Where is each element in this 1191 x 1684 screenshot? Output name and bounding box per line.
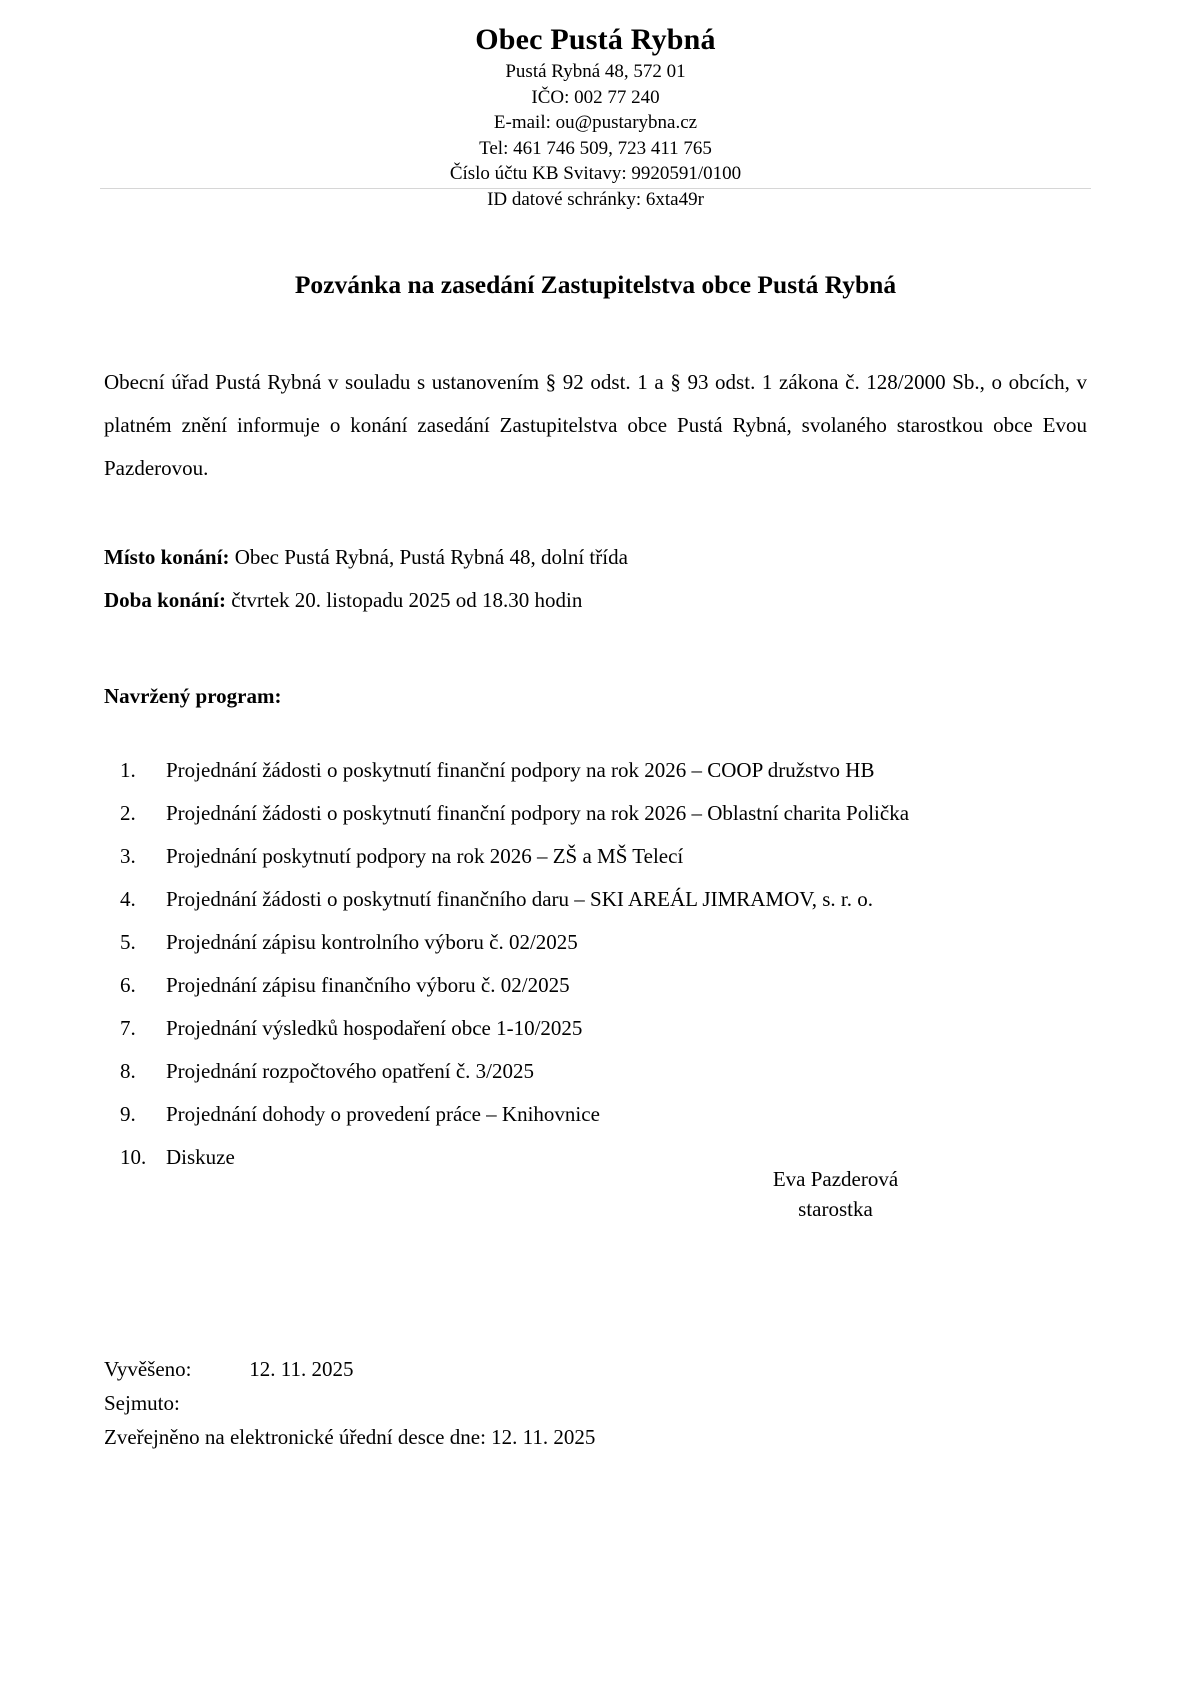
removed-label: Sejmuto: [104,1391,180,1416]
agenda-item-number: 7. [120,1015,136,1040]
meeting-time-value: čtvrtek 20. listopadu 2025 od 18.30 hodin [231,588,583,613]
agenda-item-text: Projednání výsledků hospodaření obce 1-10/2025 [166,1015,583,1040]
posted-label: Vyvěšeno: [104,1357,192,1381]
organization-phone: Tel: 461 746 509, 723 411 765 [479,137,712,159]
agenda-item-text: Projednání žádosti o poskytnutí finanční podpory na rok 2026 – Oblastní charita Polička [166,800,910,825]
agenda-item-number: 6. [120,972,136,997]
posted-row [104,1352,595,1386]
agenda-item-number: 1. [120,757,136,782]
signature-inner [773,1165,898,1225]
list-item [104,1015,1087,1040]
organization-address: Pustá Rybná 48, 572 01 [505,61,686,83]
meeting-place-label: Místo konání: [104,545,230,570]
agenda-heading: Navržený program: [104,684,282,709]
signature-name: Eva Pazderová [772,1167,899,1191]
list-item [104,1101,1087,1126]
agenda-item-number: 2. [120,800,136,825]
agenda-item-text: Projednání rozpočtového opatření č. 3/2025 [166,1058,534,1083]
agenda-item-number: 8. [120,1058,136,1083]
list-item [104,800,1087,825]
organization-data-box: ID datové schránky: 6xta49r [487,188,704,210]
meeting-place-row [104,536,1087,579]
intro-paragraph: Obecní úřad Pustá Rybná v souladu s ustanovením § 92 odst. 1 a § 93 odst. 1 zákona č. 128/2000 Sb., o obcích, v platném znění informuje o konání zasedání Zastupitelstva obce Pustá Rybná, svolaného starostkou obce Evou Pazderovou. [104,370,1087,481]
meeting-time-label: Doba konání: [104,588,226,613]
agenda-item-text: Diskuze [166,1144,235,1169]
agenda-item-number: 5. [120,929,136,954]
posting-info [104,1352,595,1454]
agenda-item-text: Projednání žádosti o poskytnutí finanční podpory na rok 2026 – COOP družstvo HB [166,757,875,782]
agenda-item-text: Projednání zápisu finančního výboru č. 02/2025 [166,972,570,997]
agenda-item-number: 9. [120,1101,136,1126]
list-item [104,757,1087,782]
list-item [104,1058,1087,1083]
agenda-item-text: Projednání poskytnutí podpory na rok 2026 – ZŠ a MŠ Telecí [166,843,684,868]
header-divider [100,188,1091,189]
removed-row [104,1386,595,1420]
organization-email: E-mail: ou@pustarybna.cz [493,112,698,134]
list-item [104,886,1087,911]
list-item [104,929,1087,954]
agenda-list [104,757,1087,1169]
organization-name: Obec Pustá Rybná [475,23,716,56]
organization-ico: IČO: 002 77 240 [531,86,660,108]
signature-role: starostka [798,1196,873,1221]
meeting-details [104,536,1087,622]
organization-bank-account: Číslo účtu KB Svitavy: 9920591/0100 [449,163,742,185]
page-title: Pozvánka na zasedání Zastupitelstva obce Pustá Rybná [294,270,897,299]
list-item [104,843,1087,868]
list-item [104,972,1087,997]
letterhead [0,0,1191,212]
agenda-item-number: 3. [120,843,136,868]
agenda-item-number: 4. [120,886,136,911]
signature-block [0,1165,1191,1225]
document-body [104,236,1087,1190]
agenda-item-text: Projednání žádosti o poskytnutí finančního daru – SKI AREÁL JIMRAMOV, s. r. o. [166,886,873,911]
posted-date: 12. 11. 2025 [249,1357,354,1381]
electronic-board-row: Zveřejněno na elektronické úřední desce dne: 12. 11. 2025 [104,1425,596,1450]
meeting-place-value: Obec Pustá Rybná, Pustá Rybná 48, dolní třída [234,545,628,570]
agenda-item-number: 10. [120,1144,147,1169]
agenda-item-text: Projednání dohody o provedení práce – Knihovnice [166,1101,600,1126]
agenda-item-text: Projednání zápisu kontrolního výboru č. 02/2025 [166,929,578,954]
meeting-time-row [104,579,1087,622]
